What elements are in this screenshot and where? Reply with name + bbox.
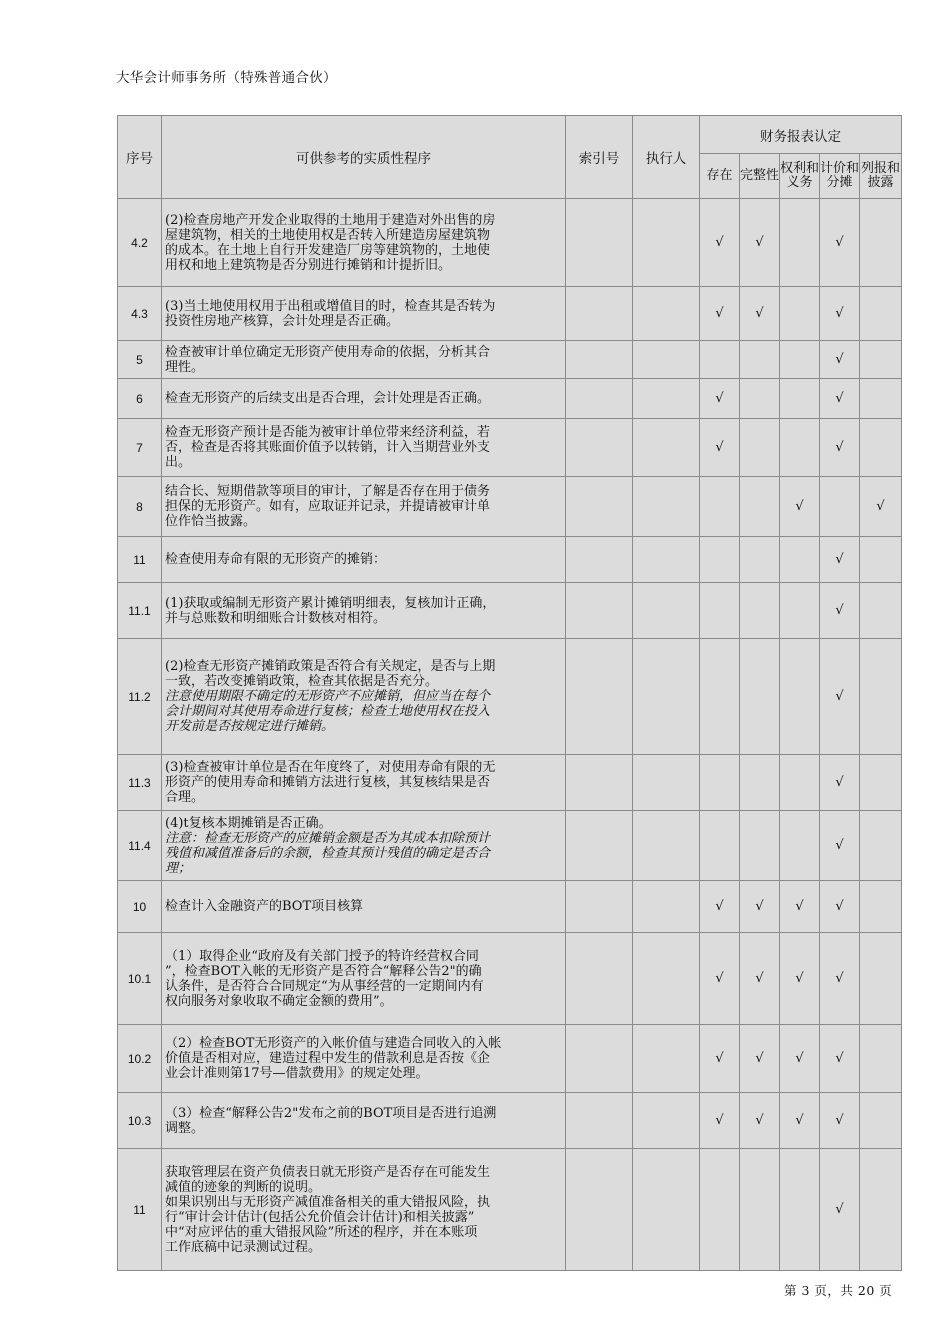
row-number: 10.3 <box>118 1093 162 1149</box>
procedure-text <box>162 583 566 639</box>
procedure-line: （2）检查BOT无形资产的入帐价值与建造合同收入的入帐 <box>165 1036 502 1051</box>
header-seq: 序号 <box>118 116 162 199</box>
procedure-line: (3)当土地使用权用于出租或增值目的时，检查其是否转为 <box>165 298 496 314</box>
procedure-line: 用权和地上建筑物是否分别进行摊销和计提折旧。 <box>165 257 452 273</box>
executor-cell <box>633 477 700 537</box>
existence-mark: √ <box>700 1025 740 1093</box>
executor-cell <box>633 379 700 419</box>
executor-cell <box>633 1093 700 1149</box>
procedure-line: (2)检查无形资产摊销政策是否符合有关规定，是否与上期 <box>165 659 496 674</box>
valuation-mark: √ <box>820 881 860 933</box>
procedure-line: 投资性房地产核算，会计处理是否正确。 <box>165 313 400 329</box>
rights-mark <box>780 199 820 287</box>
completeness-mark <box>740 1149 780 1271</box>
executor-cell <box>633 287 700 341</box>
procedure-text <box>162 933 566 1025</box>
index-cell <box>566 755 633 811</box>
procedure-note-line: 会计期间对其使用寿命进行复核；检查土地使用权在投入 <box>165 704 491 719</box>
rights-mark: √ <box>780 477 820 537</box>
existence-mark <box>700 341 740 379</box>
existence-mark <box>700 755 740 811</box>
valuation-mark: √ <box>820 419 860 477</box>
existence-mark <box>700 583 740 639</box>
table-row <box>118 199 902 287</box>
executor-cell <box>633 811 700 881</box>
firm-name: 大华会计师事务所（特殊普通合伙） <box>116 70 337 86</box>
procedure-note-line: 开发前是否按规定进行摊销。 <box>165 719 335 734</box>
valuation-mark <box>820 477 860 537</box>
header-procedure: 可供参考的实质性程序 <box>162 116 566 199</box>
executor-cell <box>633 639 700 755</box>
completeness-mark <box>740 811 780 881</box>
disclosure-mark <box>860 287 902 341</box>
completeness-mark <box>740 755 780 811</box>
procedure-text <box>162 379 566 419</box>
rights-mark <box>780 537 820 583</box>
table-row <box>118 419 902 477</box>
procedure-line: 检查计入金融资产的BOT项目核算 <box>165 899 364 914</box>
rights-mark: √ <box>780 881 820 933</box>
completeness-mark: √ <box>740 933 780 1025</box>
header-executor: 执行人 <box>633 116 700 199</box>
rights-mark: √ <box>780 1025 820 1093</box>
procedure-line: 担保的无形资产。如有，应取证并记录，并提请被审计单 <box>165 499 491 514</box>
procedure-line: 一致，若改变摊销政策，检查其依据是否充分。 <box>165 674 439 689</box>
table-row <box>118 287 902 341</box>
header-rights-obligations: 权利和义务 <box>780 154 820 199</box>
procedure-line: 中“对应评估的重大错报风险”所述的程序，并在本账项 <box>165 1224 478 1240</box>
completeness-mark: √ <box>740 1093 780 1149</box>
procedure-line: 减值的迹象的判断的说明。 <box>165 1179 322 1195</box>
rights-mark <box>780 639 820 755</box>
row-number: 4.3 <box>118 287 162 341</box>
existence-mark <box>700 639 740 755</box>
procedure-line: 获取管理层在资产负债表日就无形资产是否存在可能发生 <box>165 1164 491 1180</box>
row-number: 11.4 <box>118 811 162 881</box>
procedure-note-line: 注意：检查无形资产的应摊销金额是否为其成本扣除预计 <box>165 830 491 846</box>
valuation-mark: √ <box>820 199 860 287</box>
procedure-text <box>162 419 566 477</box>
procedure-line: 如果识别出与无形资产减值准备相关的重大错报风险，执 <box>165 1194 491 1210</box>
header-completeness: 完整性 <box>740 154 780 199</box>
existence-mark: √ <box>700 1093 740 1149</box>
table-row <box>118 537 902 583</box>
row-number: 7 <box>118 419 162 477</box>
executor-cell <box>633 933 700 1025</box>
existence-mark <box>700 537 740 583</box>
valuation-mark: √ <box>820 287 860 341</box>
procedure-line: 检查无形资产预计是否能为被审计单位带来经济利益，若 <box>165 425 491 440</box>
disclosure-mark <box>860 379 902 419</box>
procedure-line: 结合长、短期借款等项目的审计，了解是否存在用于债务 <box>165 484 491 499</box>
completeness-mark <box>740 537 780 583</box>
existence-mark <box>700 1149 740 1271</box>
disclosure-mark <box>860 933 902 1025</box>
completeness-mark <box>740 477 780 537</box>
header-presentation-disclosure: 列报和披露 <box>860 154 902 199</box>
procedure-text <box>162 811 566 881</box>
valuation-mark: √ <box>820 811 860 881</box>
executor-cell <box>633 1025 700 1093</box>
valuation-mark: √ <box>820 341 860 379</box>
disclosure-mark <box>860 1025 902 1093</box>
executor-cell <box>633 341 700 379</box>
procedure-line: (2)检查房地产开发企业取得的土地用于建造对外出售的房 <box>165 212 496 228</box>
existence-mark <box>700 811 740 881</box>
executor-cell <box>633 199 700 287</box>
procedure-line: 认条件，是否符合合同规定“为从事经营的一定期间内有 <box>165 978 484 994</box>
procedure-text <box>162 287 566 341</box>
table-body <box>118 199 902 1271</box>
valuation-mark: √ <box>820 379 860 419</box>
procedure-line: (4)t复核本期摊销是否正确。 <box>165 815 332 831</box>
disclosure-mark <box>860 881 902 933</box>
index-cell <box>566 199 633 287</box>
table-row <box>118 755 902 811</box>
disclosure-mark <box>860 811 902 881</box>
row-number: 11.1 <box>118 583 162 639</box>
disclosure-mark <box>860 199 902 287</box>
row-number: 11 <box>118 1149 162 1271</box>
procedure-text <box>162 1149 566 1271</box>
table-row <box>118 341 902 379</box>
index-cell <box>566 933 633 1025</box>
procedure-text <box>162 537 566 583</box>
rights-mark <box>780 419 820 477</box>
existence-mark: √ <box>700 379 740 419</box>
row-number: 10.2 <box>118 1025 162 1093</box>
rights-mark <box>780 755 820 811</box>
existence-mark: √ <box>700 287 740 341</box>
procedure-line: (1)获取或编制无形资产累计摊销明细表，复核加计正确， <box>165 595 496 611</box>
procedure-text <box>162 639 566 755</box>
procedure-text <box>162 341 566 379</box>
disclosure-mark <box>860 1093 902 1149</box>
table-row <box>118 639 902 755</box>
table-row <box>118 1025 902 1093</box>
executor-cell <box>633 881 700 933</box>
completeness-mark <box>740 583 780 639</box>
row-number: 8 <box>118 477 162 537</box>
valuation-mark: √ <box>820 1025 860 1093</box>
executor-cell <box>633 1149 700 1271</box>
procedure-text <box>162 1025 566 1093</box>
index-cell <box>566 419 633 477</box>
procedure-line: 调整。 <box>165 1120 205 1136</box>
header-assertion-group: 财务报表认定 <box>700 116 902 154</box>
procedure-line: 形资产的使用寿命和摊销方法进行复核，其复核结果是否 <box>165 775 491 790</box>
procedure-line: 检查被审计单位确定无形资产使用寿命的依据，分析其合 <box>165 344 491 360</box>
rights-mark <box>780 583 820 639</box>
completeness-mark: √ <box>740 287 780 341</box>
valuation-mark: √ <box>820 1093 860 1149</box>
row-number: 4.2 <box>118 199 162 287</box>
disclosure-mark <box>860 419 902 477</box>
executor-cell <box>633 419 700 477</box>
procedure-text <box>162 199 566 287</box>
procedure-text <box>162 755 566 811</box>
procedure-line: 的成本。在土地上自行开发建造厂房等建筑物的，土地使 <box>165 242 491 258</box>
row-number: 11.2 <box>118 639 162 755</box>
procedure-note-line: 理； <box>165 860 192 876</box>
substantive-procedures-table <box>117 115 902 1271</box>
executor-cell <box>633 583 700 639</box>
procedure-text <box>162 477 566 537</box>
executor-cell <box>633 755 700 811</box>
index-cell <box>566 639 633 755</box>
index-cell <box>566 537 633 583</box>
procedure-line: 合理。 <box>165 790 205 805</box>
completeness-mark: √ <box>740 199 780 287</box>
rights-mark: √ <box>780 933 820 1025</box>
procedure-line: 检查使用寿命有限的无形资产的摊销： <box>165 552 387 567</box>
existence-mark: √ <box>700 933 740 1025</box>
valuation-mark: √ <box>820 583 860 639</box>
index-cell <box>566 1093 633 1149</box>
rights-mark <box>780 811 820 881</box>
index-cell <box>566 341 633 379</box>
procedure-line: 检查无形资产的后续支出是否合理，会计处理是否正确。 <box>165 391 491 406</box>
rights-mark <box>780 379 820 419</box>
row-number: 11.3 <box>118 755 162 811</box>
index-cell <box>566 1025 633 1093</box>
table-row <box>118 1093 902 1149</box>
table-row <box>118 583 902 639</box>
table-row <box>118 477 902 537</box>
completeness-mark: √ <box>740 881 780 933</box>
index-cell <box>566 379 633 419</box>
valuation-mark: √ <box>820 933 860 1025</box>
valuation-mark: √ <box>820 755 860 811</box>
procedure-line: 价值是否相对应，建造过程中发生的借款利息是否按《企 <box>165 1051 491 1066</box>
disclosure-mark <box>860 341 902 379</box>
header-index: 索引号 <box>566 116 633 199</box>
index-cell <box>566 1149 633 1271</box>
table-row <box>118 881 902 933</box>
procedure-line: 权向服务对象收取不确定金额的费用”。 <box>165 993 393 1009</box>
procedure-line: 屋建筑物，相关的土地使用权是否转入所建造房屋建筑物 <box>165 227 491 243</box>
procedure-line: 理性。 <box>165 359 205 375</box>
existence-mark <box>700 477 740 537</box>
disclosure-mark <box>860 1149 902 1271</box>
completeness-mark: √ <box>740 1025 780 1093</box>
disclosure-mark <box>860 639 902 755</box>
procedure-text <box>162 1093 566 1149</box>
disclosure-mark <box>860 583 902 639</box>
row-number: 10.1 <box>118 933 162 1025</box>
index-cell <box>566 287 633 341</box>
valuation-mark: √ <box>820 639 860 755</box>
rights-mark <box>780 287 820 341</box>
disclosure-mark <box>860 537 902 583</box>
procedure-line: 位作恰当披露。 <box>165 514 257 529</box>
disclosure-mark: √ <box>860 477 902 537</box>
procedure-line: (3)检查被审计单位是否在年度终了，对使用寿命有限的无 <box>165 760 496 775</box>
header-existence: 存在 <box>700 154 740 199</box>
row-number: 5 <box>118 341 162 379</box>
existence-mark: √ <box>700 419 740 477</box>
procedure-line: 业会计准则第17号—借款费用》的规定处理。 <box>165 1066 429 1081</box>
index-cell <box>566 811 633 881</box>
completeness-mark <box>740 341 780 379</box>
header-valuation-allocation: 计价和分摊 <box>820 154 860 199</box>
index-cell <box>566 881 633 933</box>
procedure-note-line: 注意使用期限不确定的无形资产不应摊销，但应当在每个 <box>165 689 491 704</box>
row-number: 10 <box>118 881 162 933</box>
page-footer: 第 3 页，共 20 页 <box>784 1283 893 1298</box>
rights-mark: √ <box>780 1093 820 1149</box>
table-row <box>118 1149 902 1271</box>
row-number: 6 <box>118 379 162 419</box>
completeness-mark <box>740 379 780 419</box>
valuation-mark: √ <box>820 537 860 583</box>
procedure-note-line: 残值和减值准备后的余额，检查其预计残值的确定是否合 <box>165 845 491 861</box>
index-cell <box>566 477 633 537</box>
procedure-line: 并与总账数和明细账合计数核对相符。 <box>165 610 387 626</box>
disclosure-mark <box>860 755 902 811</box>
row-number: 11 <box>118 537 162 583</box>
table-row <box>118 379 902 419</box>
rights-mark <box>780 341 820 379</box>
procedure-text <box>162 881 566 933</box>
procedure-line: ”，检查BOT入帐的无形资产是否符合“解释公告2"的确 <box>165 963 482 979</box>
index-cell <box>566 583 633 639</box>
procedure-line: （3）检查“解释公告2"发布之前的BOT项目是否进行追溯 <box>165 1105 497 1121</box>
existence-mark: √ <box>700 199 740 287</box>
completeness-mark <box>740 639 780 755</box>
completeness-mark <box>740 419 780 477</box>
table-row <box>118 811 902 881</box>
valuation-mark: √ <box>820 1149 860 1271</box>
procedure-line: 行“审计会计估计(包括公允价值会计估计)和相关披露” <box>165 1209 475 1225</box>
procedure-line: 出。 <box>165 455 192 470</box>
procedure-line: （1）取得企业“政府及有关部门授予的特许经营权合同 <box>165 948 479 964</box>
rights-mark <box>780 1149 820 1271</box>
executor-cell <box>633 537 700 583</box>
table-row <box>118 933 902 1025</box>
procedure-line: 否，检查是否将其账面价值予以转销，计入当期营业外支 <box>165 440 491 455</box>
procedure-line: 工作底稿中记录测试过程。 <box>165 1239 322 1255</box>
existence-mark: √ <box>700 881 740 933</box>
